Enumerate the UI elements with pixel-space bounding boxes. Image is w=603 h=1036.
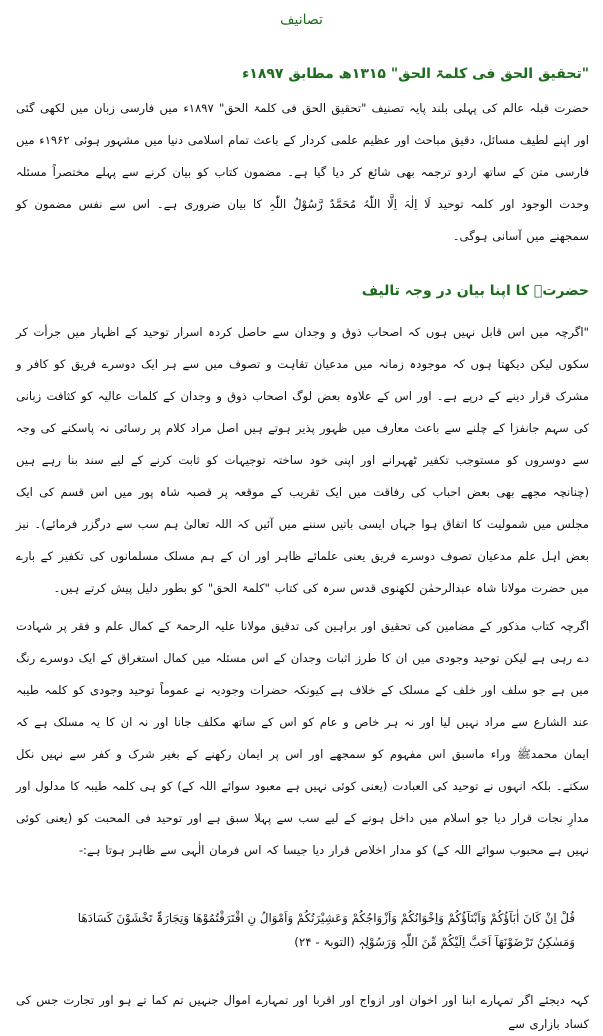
work-paragraph: حضرت قبلہ عالم کی پہلی بلند پایہ تصنیف "تحقیق الحق فی کلمۃ الحق" ۱۸۹۷ء میں فارسی زبان میں لکھی گئی اور اپنے لطیف مسائل، دقیق مباحث اور عظیم علمی کردار کے باعث تمام اسلامی دنیا میں مشہور ہوئی ۱۹۶۲ء میں فارسی متن کے ساتھ اردو ترجمہ بھی شائع کر دیا گیا ہے۔ مضمون کتاب کو بیان کرنے سے پہلے مختصراً مسئلہ وحدت الوجود اور کلمہ توحید لَا اِلٰہَ اِلَّا اللّٰہُ مُحَمَّدٌ رَّسُوْلُ اللّٰہِ کا بیان ضروری ہے۔ اس سے نفس مضمون کو سمجھنے میں آسانی ہوگی۔ [16, 101, 590, 243]
verse-translation: کہہ دیجئے اگر تمہارے ابنا اور اخوان اور ازواج اور اقربا اور تمہارے اموال جنہیں تم کما تے ہو اور تجارت جس کی کساد بازاری سے [16, 993, 589, 1031]
verse-line-2: وَمَسٰکِنُ تَرْضَوْنَھَآ اَحَبَّ اِلَیْکُمْ مِّنَ اللّٰہِ وَرَسُوْلِہٖ (التوبۃ - ۲۴) [294, 935, 575, 949]
statement-paragraph: "اگرچہ میں اس قابل نہیں ہوں کہ اصحاب ذوق و وجدان سے حاصل کردہ اسرار توحید کے اظہار میں جرأت کر سکوں لیکن دیکھتا ہوں کہ موجودہ زمانہ میں مدعیان تقاہت و تصوف میں سے ہر ایک دوسرے فریق کو کافر و مشرک قرار دینے کے درپے ہے۔ اور اس کے علاوہ بعض لوگ اصحاب ذوق و وجدان کے کلمات عالیہ کو کثافت زبانی کی سہم جانفزا کے چلنے سے باعث معارف میں ظہور پذیر ہوتے ہیں اصل مراد کلام پر رسائی نہ پاسکنے کی وجہ سے دوسروں کو مستوجب تکفیر ٹھہرانے اور اپنی خود ساختہ توجیہات کو ثابت کرنے کے لیے سند بنا رہے ہیں (چنانچہ مجھے بھی بعض احباب کی رفاقت میں ایک تقریب کے موقعہ پر قصبہ شاہ پور میں اس قسم کی ایک مجلس میں شمولیت کا اتفاق ہوا جہاں ایسی باتیں سننے میں آئیں کہ اللہ تعالیٰ ہم سب سے درگزر فرمائے)۔ نیز بعض اہل علم مدعیان تصوف دوسرے فریق یعنی علمائے ظاہر اور ان کے ہم مسلک مسلمانوں کی تکفیر کے بارے میں حضرت مولانا شاہ عبدالرحمٰن لکھنوی قدس سرہ کی کتاب "کلمۃ الحق" کو بطور دلیل پیش کرتے ہیں۔ [16, 325, 589, 595]
section-title: تصانیف [280, 12, 323, 28]
work-heading: "تحقیق الحق فی کلمۃ الحق" ۱۳۱۵ھ مطابق ۱۸۹۷ء [242, 66, 589, 82]
verse-line-1: قُلْ اِنْ کَانَ اٰبَآؤُکُمْ وَاَبْنَآؤُکُمْ وَاِخْوَانُکُمْ وَاَزْوَاجُکُمْ وَعَشِیْرَتُکُمْ وَاَمْوَالُ نِ اقْتَرَفْتُمُوْھَا وَتِجَارَۃٌ تَخْشَوْنَ کَسَادَھَا [77, 911, 575, 925]
statement-paragraph-2: اگرچہ کتاب مذکور کے مضامین کی تحقیق اور براہین کی تدقیق مولانا علیہ الرحمۃ کے کمال علم و فقر پر شہادت دے رہی ہے لیکن توحید وجودی میں ان کا طرز اثبات وجدان کے اس مسئلہ میں کمال استغراق کے ایک دوسرے رنگ میں ہے جو سلف اور خلف کے مسلک کے خلاف ہے کیونکہ حضرات وجودیہ نے عموماً توحید وجودی کو کلمہ طیبہ عند الشارع سے مراد نہیں لیا اور نہ ہر خاص و عام کو اس کے ساتھ مکلف جانا اور نہ ان کا یہ مسلک ہے کہ ایمان محمدﷺ وراء ماسبق اس مفہوم کو سمجھے اور اس پر ایمان رکھنے کے بغیر شرک و کفر سے نہیں نکل سکتے۔ بلکہ انہوں نے توحید کی العبادت (یعنی کوئی نہیں ہے معبود سوائے اللہ کے) کو ہی کلمہ طیبہ کا مدلول اور مدارِ نجات قرار دیا جو اسلام میں داخل ہونے کے لیے سب سے پہلا سبق ہے اور توحید فی المحبت کو (یعنی کوئی نہیں ہے محبوب سوائے اللہ کے) کو مدار اخلاص قرار دیا جیسا کہ اس فرمان الٰہی سے ظاہر ہوتا ہے:- [16, 619, 589, 857]
quran-verse [26, 906, 575, 954]
statement-heading: حضرتؒ کا اپنا بیان در وجہ تالیف [361, 283, 589, 299]
